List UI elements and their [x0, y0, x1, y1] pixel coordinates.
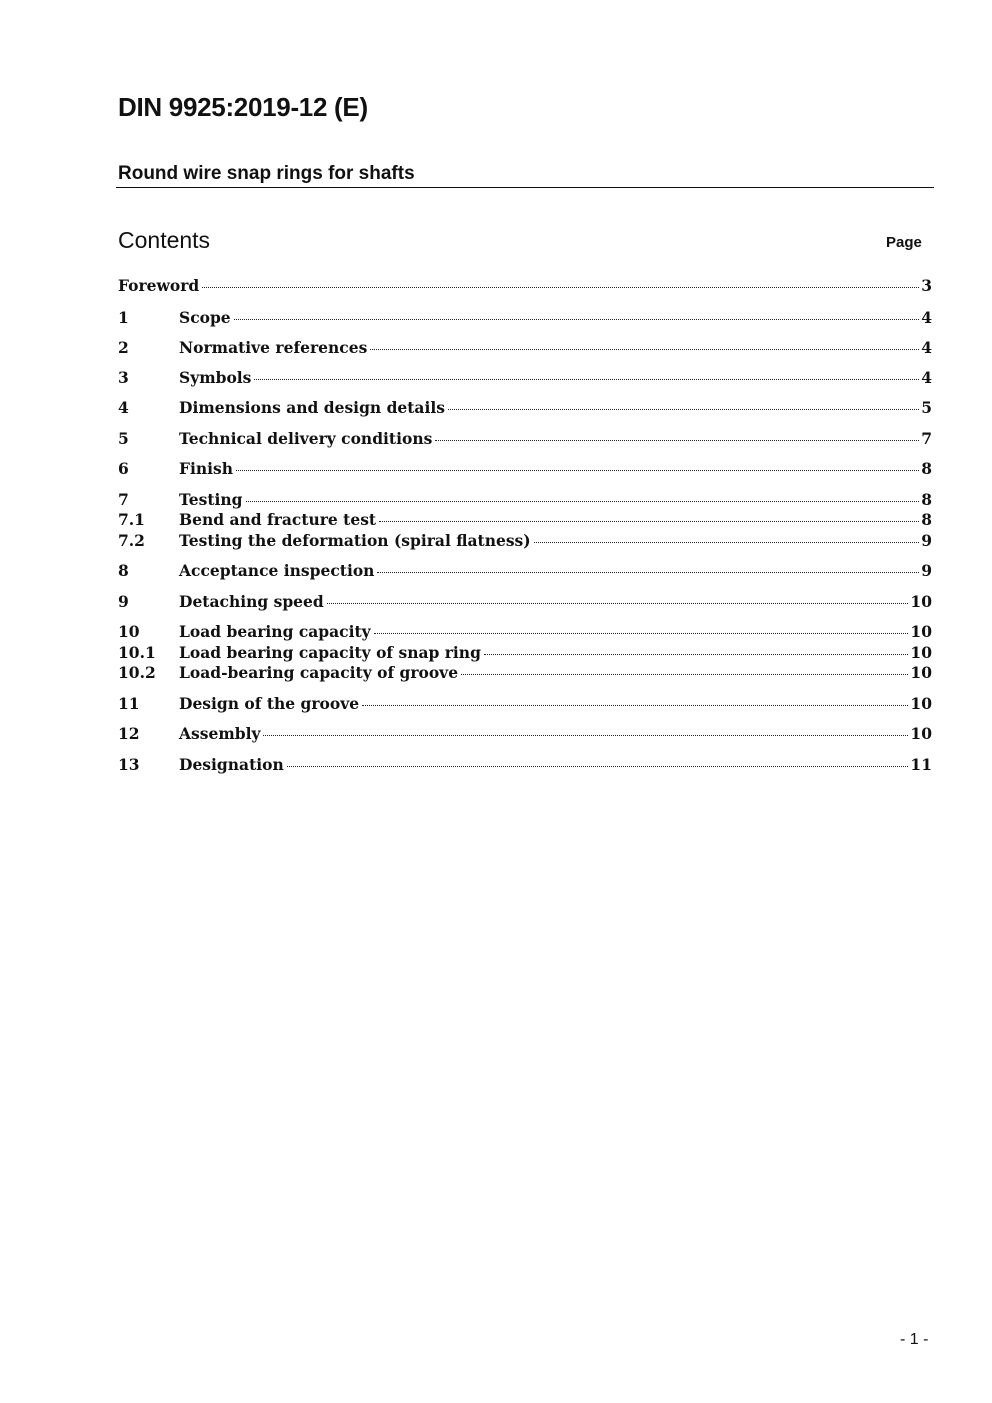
toc-entry[interactable] [118, 429, 932, 449]
subtitle-underline [116, 187, 934, 188]
toc-entry[interactable] [118, 490, 932, 510]
toc-entry-title: Scope [179, 308, 231, 327]
toc-entry-title: Technical delivery conditions [179, 429, 433, 448]
toc-dot-leader [461, 674, 908, 675]
toc-dot-leader [435, 440, 919, 441]
toc-dot-leader [287, 766, 909, 767]
toc-entry-page: 8 [921, 510, 932, 529]
toc-entry-number: 1 [118, 308, 129, 327]
toc-entry-title: Foreword [118, 276, 200, 295]
toc-entry-title: Load bearing capacity [179, 622, 371, 641]
toc-entry-title: Load bearing capacity of snap ring [179, 643, 481, 662]
toc-entry-title: Acceptance inspection [179, 561, 375, 580]
contents-heading: Contents [118, 227, 211, 253]
toc-entry[interactable] [118, 755, 932, 775]
toc-entry-number: 5 [118, 429, 129, 448]
toc-entry[interactable] [118, 724, 932, 744]
toc-entry-number: 11 [118, 694, 140, 713]
toc-entry-number: 3 [118, 368, 129, 387]
toc-dot-leader [534, 542, 920, 543]
toc-dot-leader [484, 654, 909, 655]
toc-entry-page: 4 [921, 308, 932, 327]
toc-entry[interactable] [118, 510, 932, 530]
toc-entry-number: 6 [118, 459, 129, 478]
toc-entry-number: 4 [118, 398, 129, 417]
toc-dot-leader [377, 572, 919, 573]
toc-entry-number: 12 [118, 724, 140, 743]
toc-entry-number: 2 [118, 338, 129, 357]
toc-entry-page: 10 [910, 663, 932, 682]
toc-entry-title: Dimensions and design details [179, 398, 445, 417]
toc-entry-title: Assembly [179, 724, 261, 743]
toc-entry-number: 9 [118, 592, 129, 611]
toc-entry-title: Testing the deformation (spiral flatness) [179, 531, 531, 550]
toc-entry-page: 8 [921, 459, 932, 478]
toc-entry-page: 8 [921, 490, 932, 509]
toc-entry-title: Finish [179, 459, 234, 478]
toc-entry[interactable] [118, 694, 932, 714]
toc-entry-page: 10 [910, 694, 932, 713]
toc-entry-page: 10 [910, 643, 932, 662]
toc-entry[interactable] [118, 592, 932, 612]
toc-dot-leader [327, 603, 909, 604]
toc-entry-title: Design of the groove [179, 694, 360, 713]
toc-entry-title: Normative references [179, 338, 368, 357]
toc-dot-leader [370, 349, 919, 350]
toc-entry-title: Symbols [179, 368, 252, 387]
toc-entry-page: 11 [910, 755, 932, 774]
toc-entry[interactable] [118, 338, 932, 358]
toc-entry-page: 4 [921, 368, 932, 387]
toc-entry[interactable] [118, 622, 932, 642]
toc-entry-page: 9 [921, 531, 932, 550]
toc-dot-leader [234, 319, 920, 320]
toc-entry-number: 10 [118, 622, 140, 641]
toc-entry-page: 7 [921, 429, 932, 448]
page-number: - 1 - [900, 1331, 929, 1348]
toc-dot-leader [362, 705, 908, 706]
toc-entry-number: 7.2 [118, 531, 145, 550]
toc-entry-title: Testing [179, 490, 243, 509]
toc-entry-number: 7.1 [118, 510, 145, 529]
toc-entry[interactable] [118, 308, 932, 328]
toc-entry-page: 10 [910, 724, 932, 743]
page-column-heading: Page [886, 234, 922, 251]
toc-entry[interactable] [118, 459, 932, 479]
document-title: DIN 9925:2019-12 (E) [118, 92, 368, 122]
toc-entry[interactable] [118, 398, 932, 418]
toc-entry-number: 8 [118, 561, 129, 580]
toc-entry-title: Designation [179, 755, 284, 774]
toc-dot-leader [379, 521, 919, 522]
toc-entry-page: 10 [910, 592, 932, 611]
toc-entry-title: Load-bearing capacity of groove [179, 663, 459, 682]
toc-entry-page: 3 [921, 276, 932, 295]
toc-dot-leader [236, 470, 919, 471]
toc-entry[interactable] [118, 531, 932, 551]
toc-entry-title: Bend and fracture test [179, 510, 377, 529]
toc-entry-number: 7 [118, 490, 129, 509]
toc-dot-leader [202, 287, 919, 288]
toc-entry-number: 13 [118, 755, 140, 774]
toc-entry[interactable] [118, 368, 932, 388]
toc-entry-number: 10.1 [118, 643, 156, 662]
toc-entry-page: 9 [921, 561, 932, 580]
toc-entry[interactable] [118, 663, 932, 683]
toc-dot-leader [374, 633, 909, 634]
toc-entry-page: 5 [921, 398, 932, 417]
toc-dot-leader [254, 379, 919, 380]
toc-entry-number: 10.2 [118, 663, 156, 682]
toc-entry[interactable] [118, 561, 932, 581]
toc-entry-title: Detaching speed [179, 592, 324, 611]
document-subtitle: Round wire snap rings for shafts [118, 163, 415, 184]
toc-entry-page: 10 [910, 622, 932, 641]
toc-entry[interactable] [118, 643, 932, 663]
toc-dot-leader [263, 735, 908, 736]
toc-dot-leader [448, 409, 919, 410]
toc-dot-leader [246, 501, 920, 502]
toc-entry-page: 4 [921, 338, 932, 357]
toc-entry-foreword[interactable] [118, 276, 932, 296]
